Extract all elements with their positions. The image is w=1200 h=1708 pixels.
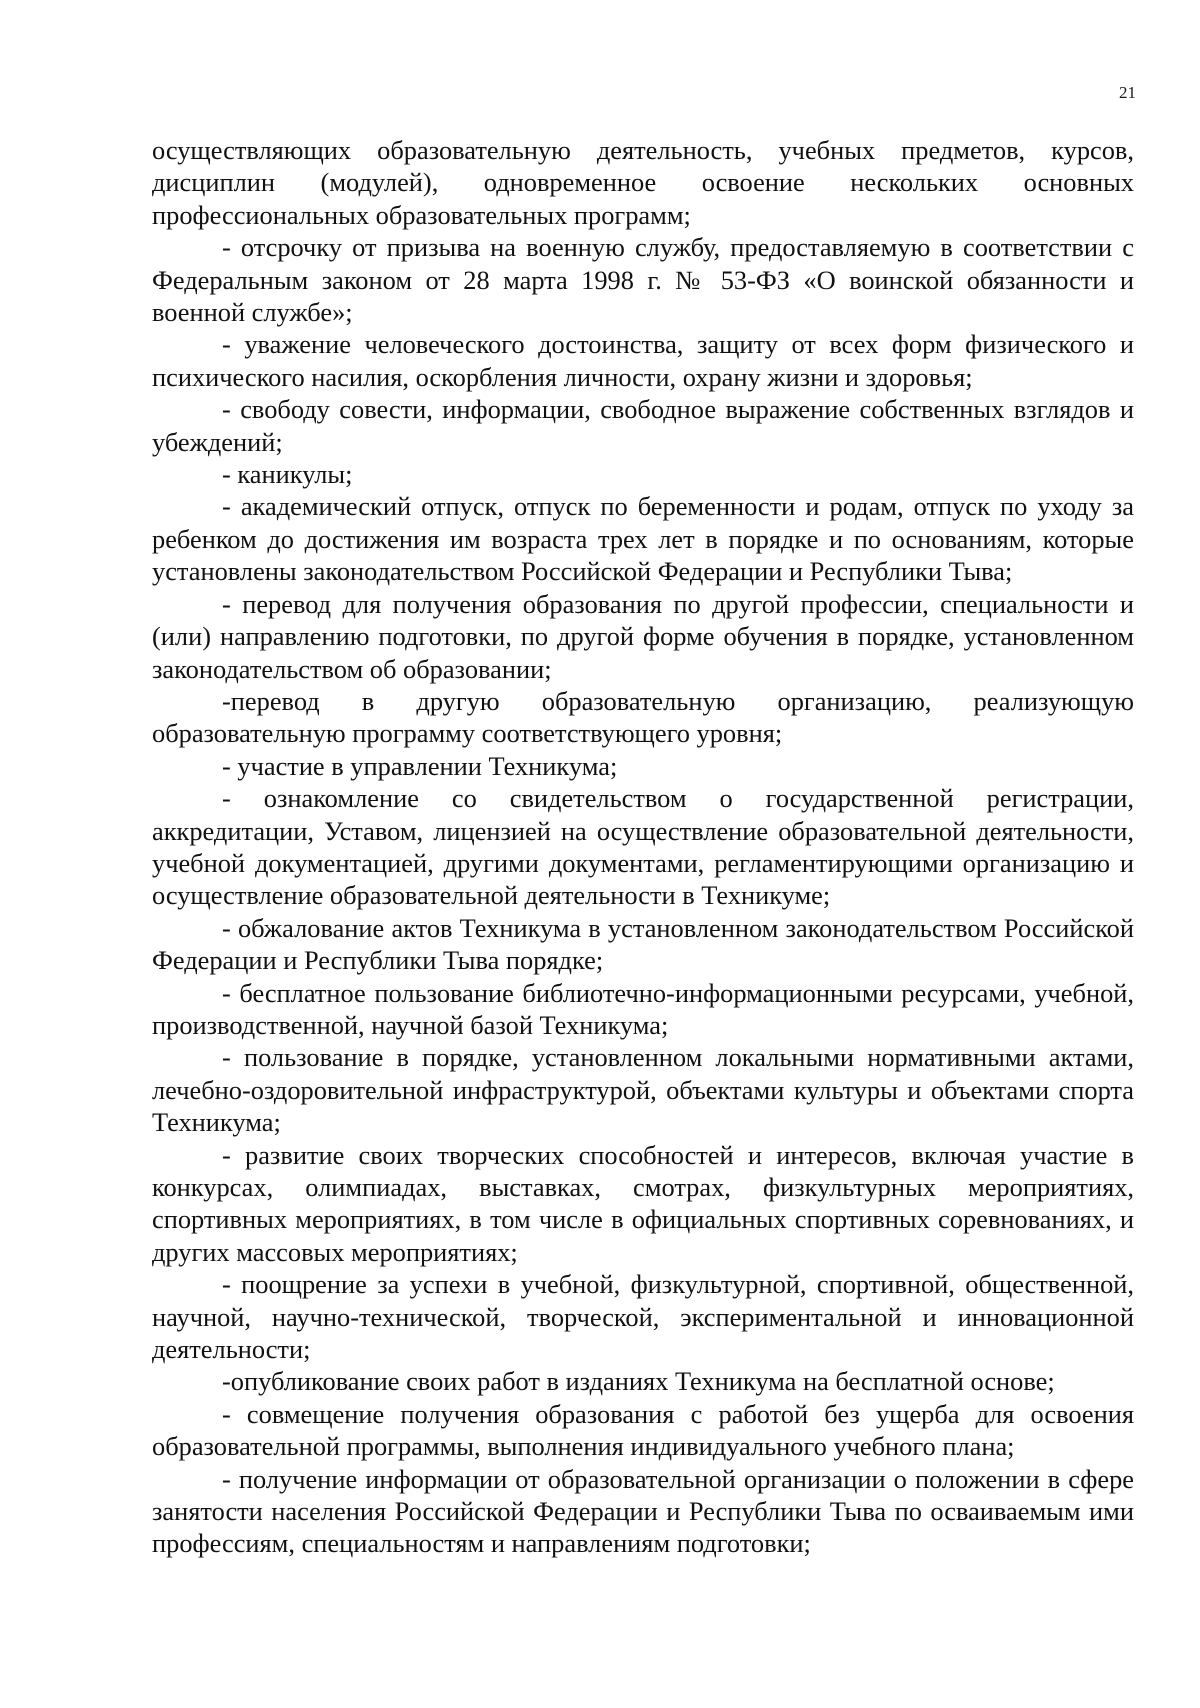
paragraph-combining-work: - совмещение получения образования с работой без ущерба для освоения образовательной программы, выполнения индивидуального учебного плана;: [152, 1398, 1134, 1462]
paragraph-holidays: - каникулы;: [222, 459, 353, 490]
paragraph-transfer-organization: -перевод в другую образовательную организацию, реализующую образовательную программу соответствующего уровня;: [152, 685, 1134, 749]
paragraph-creative-development: - развитие своих творческих способностей и интересов, включая участие в конкурсах, олимпиадах, выставках, смотрах, физкультурных мероприятиях, спортивных мероприятиях, в том числе в официальных спортивных соревнованиях, и других массовых мероприятиях;: [152, 1139, 1134, 1267]
paragraph-freedom-of-conscience: - свободу совести, информации, свободное выражение собственных взглядов и убеждений;: [152, 394, 1134, 457]
paragraph-human-dignity: - уважение человеческого достоинства, защиту от всех форм физического и психического насилия, оскорбления личности, охрану жизни и здоровья;: [152, 329, 1134, 392]
paragraph-military-deferment: - отсрочку от призыва на военную службу, предоставляемую в соответствии с Федеральным законом от 28 марта 1998 г. № 53-ФЗ «О воинской обязанности и военной службе»;: [152, 232, 1134, 328]
paragraph-library-use: - бесплатное пользование библиотечно-информационными ресурсами, учебной, производственной, научной базой Техникума;: [152, 977, 1134, 1040]
paragraph-academic-leave: - академический отпуск, отпуск по беременности и родам, отпуск по уходу за ребенком до достижения им возраста трех лет в порядке и по основаниям, которые установлены законодательством Российской Федерации и Республики Тыва;: [152, 491, 1134, 587]
paragraph-appeal: - обжалование актов Техникума в установленном законодательством Российской Федерации и Республики Тыва порядке;: [152, 912, 1134, 976]
paragraph-familiarization: - ознакомление со свидетельством о государственной регистрации, аккредитации, Уставом, лицензией на осуществление образовательной деятельности, учебной документацией, другими документами, регламентирующими организацию и осуществление образовательной деятельности в Техникуме;: [152, 783, 1134, 911]
paragraph-transfer-program: - перевод для получения образования по другой профессии, специальности и (или) направлению подготовки, по другой форме обучения в порядке, установленном законодательством об образовании;: [152, 588, 1134, 684]
document-body: [152, 134, 1134, 1560]
paragraph-encouragement: - поощрение за успехи в учебной, физкультурной, спортивной, общественной, научной, научно-технической, творческой, экспериментальной и инновационной деятельности;: [152, 1269, 1134, 1365]
paragraph-publication: -опубликование своих работ в изданиях Техникума на бесплатной основе;: [222, 1366, 1055, 1397]
paragraph-infrastructure-use: - пользование в порядке, установленном локальными нормативными актами, лечебно-оздоровительной инфраструктурой, объектами культуры и объектами спорта Техникума;: [152, 1042, 1134, 1138]
paragraph-management-participation: - участие в управлении Техникума;: [222, 750, 618, 781]
paragraph-employment-info: - получение информации от образовательной организации о положении в сфере занятости населения Российской Федерации и Республики Тыва по осваиваемым ими профессиям, специальностям и направлениям подготовки;: [152, 1463, 1134, 1559]
paragraph-continuation: осуществляющих образовательную деятельность, учебных предметов, курсов, дисциплин (модулей), одновременное освоение нескольких основных профессиональных образовательных программ;: [152, 135, 1134, 230]
page-number: 21: [1119, 83, 1136, 102]
